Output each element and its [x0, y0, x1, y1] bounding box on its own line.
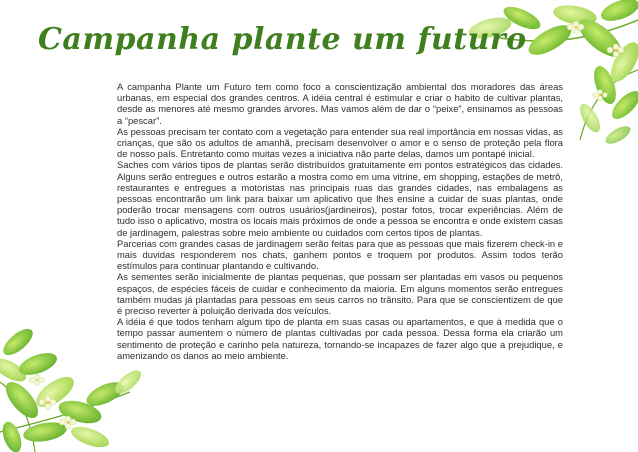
- body-text: [117, 81, 563, 361]
- paragraph-intro: A campanha Plante um Futuro tem como foco a conscientização ambiental dos moradores das áreas urbanas, em especial dos grandes centros. A idéia central é estimular e criar o habito de cultivar plantas, desde as menores até mesmo grandes árvores. Mas vamos além de dar o “peixe”, ensinamos as pessoas a “pescar”.: [117, 81, 563, 126]
- paragraph-seeds: As sementes serão inicialmente de plantas pequenas, que possam ser plantadas em vasos ou pequenos espaços, de espécies fáceis de cuidar e conhecimento da maioria. Em alguns momentos serão entregues também mudas já plantadas para pessoas em seus carros no trânsito. Para que se conscientizem de que é preciso reverter à poluição derivada dos veículos.: [117, 271, 563, 317]
- page-title: Campanha plante um futuro: [38, 22, 527, 57]
- paragraph-idea: A idéia é que todos tenham algum tipo de planta em suas casas ou apartamentos, e que à medida que o tempo passar aumentem o número de plantas cultivadas por cada pessoa. Dessa forma ela criarão um sentimento de proteção e carinho pela natureza, tornando-se incapazes de fazer algo que a prejudique, e amenizando os danos ao meio ambiente.: [117, 316, 563, 361]
- paragraph-partnerships: Parcerias com grandes casas de jardinagem serão feitas para que as pessoas que mais fizerem check-in e mais duvidas responderem nos chats, ganhem pontos e troquem por produtos. Assim todos terão estímulos para continuar plantando e cultivando.: [117, 237, 563, 272]
- paragraph-contact: As pessoas precisam ter contato com a vegetação para entender sua real importância em nossas vidas, as crianças, que são os adultos de amanhã, precisam desenvolver o amor e o senso de proteção pela flora de nosso país. Entretanto como muitas vezes a iniciativa não parte delas, damos um pontapé inicial.: [117, 125, 563, 160]
- paragraph-saches: Saches com vários tipos de plantas serão distribuídos gratuitamente em pontos estratégicos das cidades. Alguns serão entregues e outros estarão a mostra como em uma vitrine, em shopping, estações de metrô, restaurantes e entregues a motoristas nas principais ruas das grandes cidades, nas embalagens as pessoas encontrarão um link para baixar um aplicativo que lhes ensine a cuidar de suas plantas, onde poderão trocar mensagens com outros usuários(jardineiros), postar fotos, trocar experiências. Além de tudo isso o aplicativo, mostra os locais mais próximos de onde a pessoa se encontra e onde existem casas de jardinagem, palestras sobre meio ambiente ou cuidados com certos tipos de plantas.: [117, 159, 563, 238]
